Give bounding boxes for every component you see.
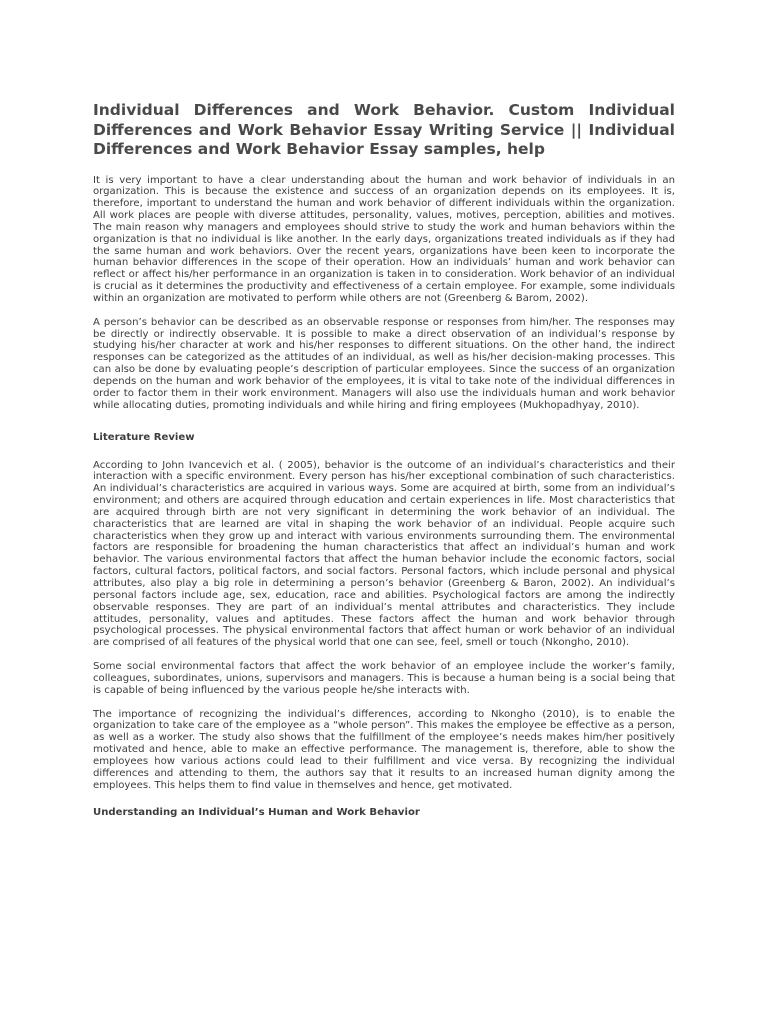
literature-paragraph: According to John Ivancevich et al. ( 2005), behavior is the outcome of an individual’s characteristics and their interaction with a specific environment. Every person has his/her exceptional combination of such characteristics. An individual’s characteristics are acquired in various ways. Some are acquired at birth, some from an individual’s environment; and others are acquired through education and certain experiences in life. Most characteristics that are acquired through birth are not very significant in determining the work behavior of an individual. The characteristics that are learned are vital in shaping the work behavior of an individual. People acquire such characteristics when they grow up and interact with various environments surrounding them. The environmental factors are responsible for broadening the human characteristics that affect an individual’s human and work behavior. The various environmental factors that affect the human behavior include the economic factors, social factors, cultural factors, political factors, and social factors. Personal factors, which include personal and physical attributes, also play a big role in determining a person’s behavior (Greenberg & Baron, 2002). An individual’s personal factors include age, sex, education, race and abilities. Psychological factors are among the indirectly observable responses. They are part of an individual’s mental attributes and characteristics. They include attitudes, personality, values and aptitudes. These factors affect the human and work behavior through psychological processes. The physical environmental factors that affect human or work behavior of an individual are comprised of all features of the physical world that one can see, feel, smell or touch (Nkongho, 2010). xyxy=(93,459,675,649)
intro-paragraph: It is very important to have a clear understanding about the human and work behavior of individuals in an organization. This is because the existence and success of an organization depends on its employees. It is, therefore, important to understand the human and work behavior of different individuals within the organization. All work places are people with diverse attitudes, personality, values, motives, perception, abilities and motives. The main reason why managers and employees should strive to study the work and human behaviors within the organization is that no individual is like another. In the early days, organizations treated individuals as if they had the same human and work behaviors. Over the recent years, organizations have been keen to incorporate the human behavior differences in the scope of their operation. How an individuals’ human and work behavior can reflect or affect his/her performance in an organization is taken in to consideration. Work behavior of an individual is crucial as it determines the productivity and effectiveness of a certain employee. For example, some individuals within an organization are motivated to perform while others are not (Greenberg & Barom, 2002). xyxy=(93,174,675,304)
literature-review-heading: Literature Review xyxy=(93,431,195,443)
document-page xyxy=(93,101,675,819)
document-title: Individual Differences and Work Behavior. Custom Individual Differences and Work Behavior Essay Writing Service || Individual Differences and Work Behavior Essay samples, help xyxy=(93,101,675,158)
importance-paragraph: The importance of recognizing the individual’s differences, according to Nkongho (2010), is to enable the organization to take care of the employee as a “whole person”. This makes the employee be effective as a person, as well as a worker. The study also shows that the fulfillment of the employee’s needs makes him/her positively motivated and hence, able to make an effective performance. The management is, therefore, able to show the employees how various actions could lead to their fulfillment and vice versa. By recognizing the individual differences and attending to them, the authors say that it results to an increased human dignity among the employees. This helps them to find value in themselves and hence, get motivated. xyxy=(93,708,675,791)
behavior-paragraph: A person’s behavior can be described as an observable response or responses from him/her. The responses may be directly or indirectly observable. It is possible to make a direct observation of an individual’s response by studying his/her character at work and his/her responses to different situations. On the other hand, the indirect responses can be categorized as the attitudes of an individual, as well as his/her decision-making processes. This can also be done by evaluating people’s description of particular employees. Since the success of an organization depends on the human and work behavior of the employees, it is vital to take note of the individual differences in order to factor them in their work environment. Managers will also use the individuals human and work behavior while allocating duties, promoting individuals and while hiring and firing employees (Mukhopadhyay, 2010). xyxy=(93,316,675,411)
understanding-heading: Understanding an Individual’s Human and Work Behavior xyxy=(93,807,420,819)
social-factors-paragraph: Some social environmental factors that affect the work behavior of an employee include the worker’s family, colleagues, subordinates, unions, supervisors and managers. This is because a human being is a social being that is capable of being influenced by the various people he/she interacts with. xyxy=(93,661,675,696)
